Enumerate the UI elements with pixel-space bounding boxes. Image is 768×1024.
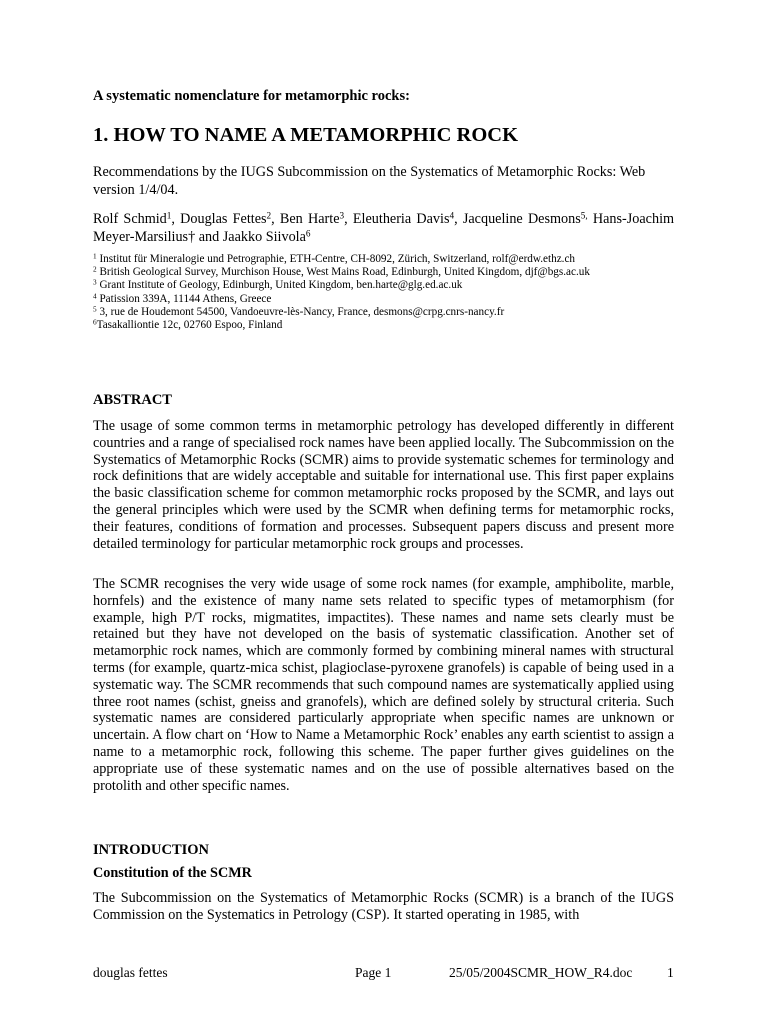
affiliation-text: Grant Institute of Geology, Edinburgh, United Kingdom, ben.harte@glg.ed.ac.uk <box>96 279 463 292</box>
footer-filename: 25/05/2004SCMR_HOW_R4.doc <box>449 965 633 980</box>
affiliation-line <box>93 293 674 306</box>
author-affiliation-marker: 1 <box>166 210 172 221</box>
section-subheading: Constitution of the SCMR <box>93 865 252 881</box>
abstract-heading: ABSTRACT <box>93 392 172 408</box>
author-affiliation-marker: 2 <box>266 210 272 221</box>
author-affiliation-marker: 5, <box>580 210 588 221</box>
author-affiliation-marker: 6 <box>305 228 311 239</box>
affiliation-list <box>93 253 674 332</box>
paper-series-title: A systematic nomenclature for metamorphic rocks: <box>93 88 410 104</box>
author-name: Jaakko Siivola <box>222 229 306 245</box>
author-name: Jacqueline Desmons <box>462 211 581 227</box>
introduction-paragraph-1: The Subcommission on the Systematics of Metamorphic Rocks (SCMR) is a branch of the IUGS Commission on the Systematics in Petrology (CSP). It started operating in 1985, with <box>93 890 674 923</box>
abstract-paragraph-1: The usage of some common terms in metamorphic petrology has developed differently in different countries and a range of specialised rock names have been applied locally. The Subcommission on the Systematics of Metamorphic Rocks (SCMR) aims to provide systematic schemes for terminology and rock definitions that are widely acceptable and suitable for international use. This first paper explains the basic classification scheme for common metamorphic rocks proposed by the SCMR, and lays out the general principles which were used by the SCMR when defining terms for metamorphic rocks, their features, conditions of formation and processes. Subsequent papers discuss and present more detailed terminology for particular metamorphic rock groups and processes. <box>93 418 674 552</box>
recommendations-line: Recommendations by the IUGS Subcommission on the Systematics of Metamorphic Rocks: Web version 1/4/04. <box>93 164 646 198</box>
author-name: Hans-Joachim Meyer-Marsilius† <box>93 211 675 245</box>
affiliation-line <box>93 306 674 319</box>
affiliation-text: Institut für Mineralogie und Petrographie, ETH-Centre, CH-8092, Zürich, Switzerland, rolf@erdw.ethz.ch <box>96 253 576 265</box>
affiliation-number: 2 <box>93 265 97 274</box>
footer-page-number: 1 <box>667 965 674 980</box>
affiliation-number: 5 <box>93 305 97 314</box>
affiliation-line <box>93 319 674 332</box>
affiliation-number: 4 <box>93 291 97 300</box>
introduction-heading: INTRODUCTION <box>93 842 210 858</box>
author-name: Ben Harte <box>279 211 340 227</box>
affiliation-text: Tasakalliontie 12c, 02760 Espoo, Finland <box>96 319 283 332</box>
affiliation-line <box>93 266 674 279</box>
author-affiliation-marker: 4 <box>449 210 455 221</box>
author-name: Rolf Schmid <box>93 211 167 227</box>
affiliation-line <box>93 253 674 266</box>
affiliation-text: 3, rue de Houdemont 54500, Vandoeuvre-lès-Nancy, France, desmons@crpg.cnrs-nancy.fr <box>96 305 505 318</box>
affiliation-line <box>93 279 674 292</box>
affiliation-text: British Geological Survey, Murchison House, West Mains Road, Edinburgh, United Kingdom, djf@bgs.ac.uk <box>96 266 590 279</box>
affiliation-number: 1 <box>93 252 97 261</box>
affiliation-number: 3 <box>93 278 97 287</box>
affiliation-number: 6 <box>93 318 97 327</box>
abstract-paragraph-2: The SCMR recognises the very wide usage of some rock names (for example, amphibolite, marble, hornfels) and the existence of many name sets related to specific types of metamorphism (for example, high P/T rocks, migmatites, impactites). These names and name sets clearly must be retained but they have not developed on the basis of systematic classification. Another set of metamorphic rock names, which are commonly formed by combining mineral names with structural terms (for example, quartz-mica schist, plagioclase-pyroxene granofels) is capable of being used in a systematic way. The SCMR recommends that such compound names are systematically applied using three root names (schist, gneiss and granofels), which are defined solely by structural criteria. Such systematic names are considered particularly appropriate when specific names are unknown or uncertain. A flow chart on ‘How to Name a Metamorphic Rock’ enables any earth scientist to assign a name to a metamorphic rock, following this scheme. The paper further gives guidelines on the appropriate use of these systematic names and on the use of possible alternatives based on the protolith and other specific names. <box>93 576 674 794</box>
author-name: Eleutheria Davis <box>352 211 450 227</box>
author-list: Rolf Schmid$^1$, Douglas Fettes$^2$, Ben Harte$^3$, Eleutheria Davis$^4$, Jacqueline Desmons$^{5,}$ Hans-Joachim Meyer-Marsilius† and Jaakko Siivola$^6$ <box>93 210 675 245</box>
author-name: Douglas Fettes <box>180 211 267 227</box>
paper-title: 1. HOW TO NAME A METAMORPHIC ROCK <box>93 124 519 146</box>
footer-author: douglas fettes <box>93 965 168 980</box>
affiliation-text: Patission 339A, 11144 Athens, Greece <box>96 292 272 305</box>
footer-page-label: Page 1 <box>355 965 392 980</box>
author-affiliation-marker: 3 <box>339 210 345 221</box>
